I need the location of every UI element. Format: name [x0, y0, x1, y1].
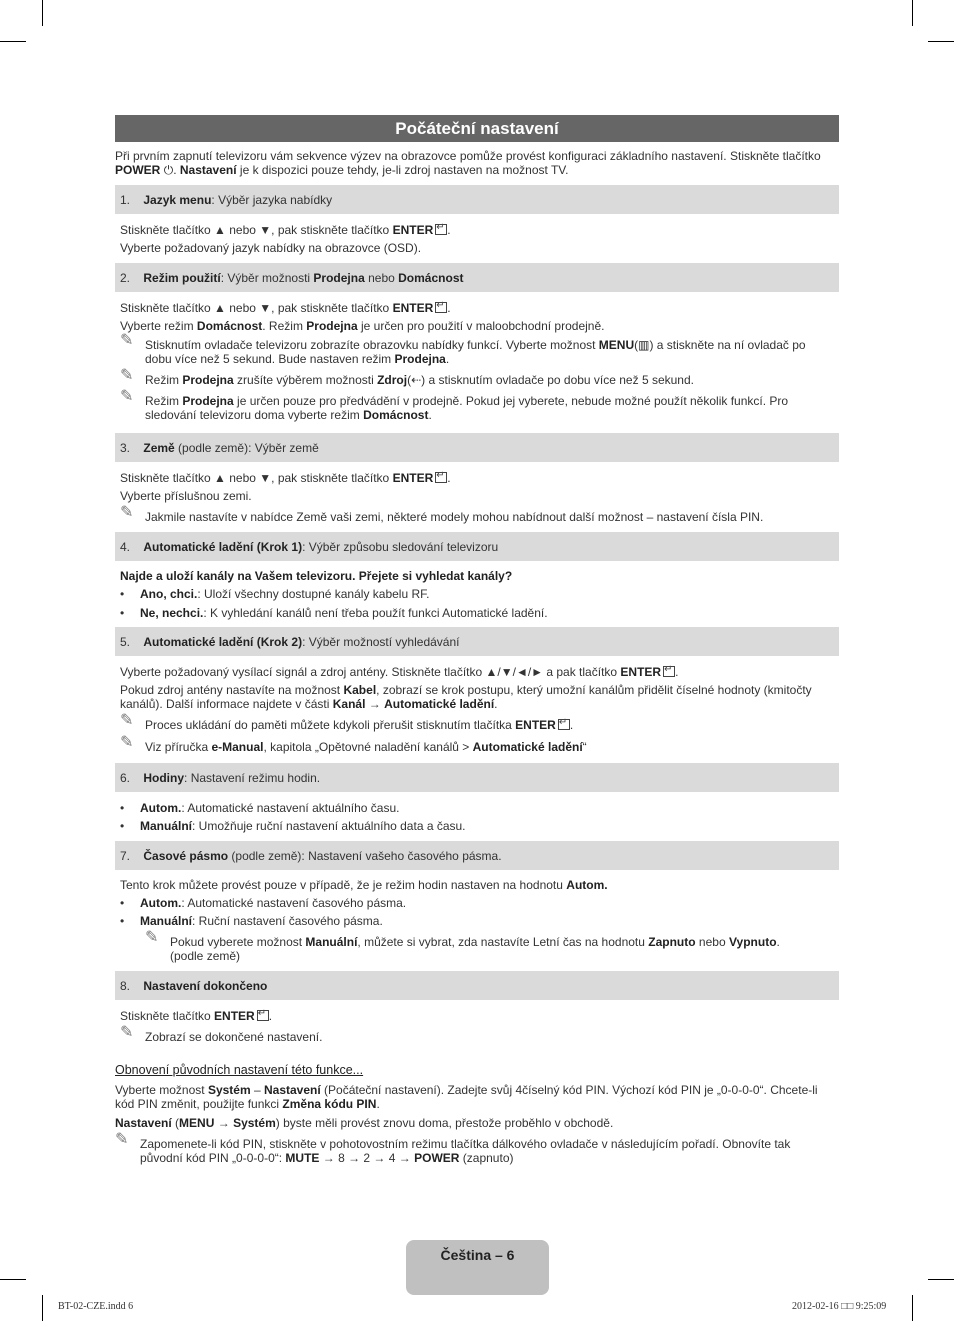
note-icon: ✎ — [120, 504, 134, 521]
page-title: Počáteční nastavení — [115, 115, 839, 142]
footer-right: 2012-02-16 □□ 9:25:09 — [792, 1301, 887, 1312]
source-icon: ⇠ — [411, 373, 422, 387]
enter-icon — [663, 666, 675, 677]
reset-block: Obnovení původních nastavení této funkce... Vyberte možnost Systém – Nastavení (Počáteční nastavení). Zadejte svůj 4číselný kód PIN. Výchozí kód PIN je „0-0-0-0“. Chcete-li kód PIN změnit, použijte funkci Změna kódu PIN. Nastavení (MENU → Systém) byste měli provést znovu doma, přestože proběhlo v obchodě. ✎ Zapomenete-li kód PIN, stiskněte v pohotovostním režimu tlačítka dálkového ovladače v následujícím pořadí. Obnovíte tak původní kód PIN „0-0-0-0“: MUTE → 8 → 2 → 4 → POWER (zapnuto) — [115, 1063, 839, 1165]
note-icon: ✎ — [120, 388, 134, 405]
section-header-2: 2. Režim použití: Výběr možnosti Prodejna nebo Domácnost — [115, 263, 839, 292]
intro-text: Při prvním zapnutí televizoru vám sekvence výzev na obrazovce pomůže provést konfiguraci základního nastavení. Stiskněte tlačítko POWER ⏻. Nastavení je k dispozici pouze tehdy, je-li zdroj nastaven na možnost TV. — [115, 149, 821, 177]
reset-heading: Obnovení původních nastavení této funkce... — [115, 1063, 364, 1077]
note-icon: ✎ — [120, 367, 134, 384]
section-3-body: Stiskněte tlačítko ▲ nebo ▼, pak stiskněte tlačítko ENTER↵ . Vyberte příslušnou zemi. ✎ Jakmile nastavíte v nabídce Země vaši zemi, některé modely mohou nabídnout další možnost – nastavení čísla PIN. — [120, 471, 835, 524]
crop-mark — [912, 0, 913, 26]
note-icon: ✎ — [120, 734, 134, 751]
section-7-body: Tento krok můžete provést pouze v případě, že je režim hodin nastaven na hodnotu Autom. • Autom.: Automatické nastavení časového pásma. • Manuální: Ruční nastavení časového pásma. ✎ Pokud vyberete možnost Manuální, můžete si vybrat, zda nastavíte Letní čas na hodnotu Zapnuto nebo Vypnuto. (podle země) — [120, 878, 780, 963]
section-header-5: 5. Automatické ladění (Krok 2): Výběr možností vyhledávání — [115, 627, 839, 656]
section-header-3: 3. Země (podle země): Výběr země — [115, 433, 839, 462]
crop-mark — [42, 0, 43, 26]
crop-mark — [0, 1279, 26, 1280]
section-1-body: Stiskněte tlačítko ▲ nebo ▼, pak stiskněte tlačítko ENTER↵ . Vyberte požadovaný jazyk nabídky na obrazovce (OSD). — [120, 223, 451, 259]
note-icon: ✎ — [145, 929, 159, 946]
note-icon: ✎ — [115, 1131, 129, 1148]
page-number-tab — [406, 1240, 549, 1295]
section-2-body: Stiskněte tlačítko ▲ nebo ▼, pak stiskněte tlačítko ENTER↵ . Vyberte režim Domácnost. Režim Prodejna je určen pro použití v maloobchodní prodejně. ✎ Stisknutím ovladače televizoru zobrazíte obrazovku nabídky funkcí. Vyberte možnost MENU(▥) a stiskněte na ní ovladač po dobu více než 5 sekund. Bude nastaven režim Prodejna. ✎ Režim Prodejna zrušíte výběrem možnosti Zdroj(⇠) a stisknutím ovladače po dobu více než 5 sekund. ✎ Režim Prodejna je určen pouze pro předvádění v prodejně. Pokud jej vyberete, nebude možné použít několik funkcí. Pro sledování televizoru doma vyberte režim Domácnost. — [120, 301, 835, 422]
section-6-body: • Autom.: Automatické nastavení aktuálního času. • Manuální: Umožňuje ruční nastavení aktuálního data a času. — [120, 801, 466, 833]
note-icon: ✎ — [120, 1024, 134, 1041]
enter-icon — [257, 1010, 269, 1021]
power-icon: ⏻ — [163, 163, 174, 177]
section-8-body: Stiskněte tlačítko ENTER↵ . ✎ Zobrazí se dokončené nastavení. — [120, 1009, 835, 1044]
footer-left: BT-02-CZE.indd 6 — [58, 1301, 134, 1312]
crop-mark — [42, 1295, 43, 1321]
page-number: Čeština – 6 — [440, 1247, 515, 1263]
note-icon: ✎ — [120, 712, 134, 729]
crop-mark — [912, 1295, 913, 1321]
enter-icon — [435, 472, 447, 483]
enter-icon — [558, 719, 570, 730]
crop-mark — [0, 41, 26, 42]
note-icon: ✎ — [120, 332, 134, 349]
section-5-body: Vyberte požadovaný vysílací signál a zdroj antény. Stiskněte tlačítko ▲/▼/◄/► a pak tlačítko ENTER↵ . Pokud zdroj antény nastavíte na možnost Kabel, zobrazí se krok postupu, který umožní kanálům přidělit číselné hodnoty (kmitočty kanálů). Další informace najdete v části Kanál → Automatické ladění. ✎ Proces ukládání do paměti můžete kdykoli přerušit stisknutím tlačítka ENTER↵ . ✎ Viz příručka e-Manual, kapitola „Opětovné naladění kanálů > Automatické ladění“ — [120, 665, 835, 754]
crop-mark — [928, 1279, 954, 1280]
section-header-1: 1. Jazyk menu: Výběr jazyka nabídky — [115, 185, 839, 214]
section-header-7: 7. Časové pásmo (podle země): Nastavení vašeho časového pásma. — [115, 841, 839, 870]
crop-mark — [928, 41, 954, 42]
section-4-body: Najde a uloží kanály na Vašem televizoru. Přejete si vyhledat kanály? • Ano, chci.: Uloží všechny dostupné kanály kabelu RF. • Ne, nechci.: K vyhledání kanálů není třeba použít funkci Automatické ladění. — [120, 569, 548, 620]
section-header-8: 8. Nastavení dokončeno — [115, 971, 839, 1000]
enter-icon — [435, 224, 447, 235]
section-header-4: 4. Automatické ladění (Krok 1): Výběr způsobu sledování televizoru — [115, 532, 839, 561]
section-header-6: 6. Hodiny: Nastavení režimu hodin. — [115, 763, 839, 792]
enter-icon — [435, 302, 447, 313]
